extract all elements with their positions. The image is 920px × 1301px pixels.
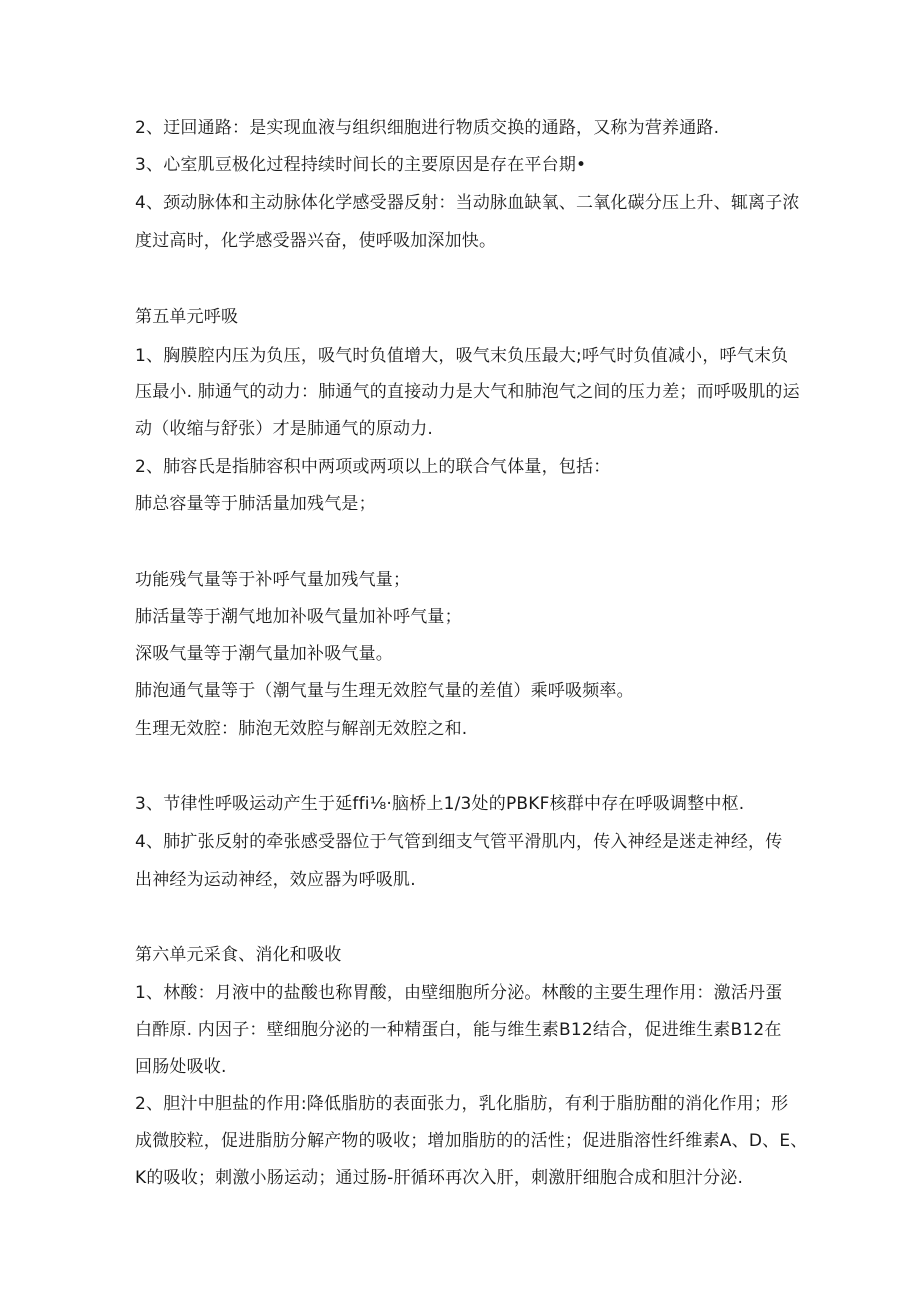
text-line: 2、肺容氏是指肺容积中两项或两项以上的联合气体量，包括：	[135, 457, 611, 477]
text-line: 3、节律性呼吸运动产生于延ffi⅛·脑桥上1/3处的PBKF核群中存在呼吸调整中枢.	[135, 794, 745, 814]
text-line: 肺活量等于潮气地加补吸气量加补呼气量；	[135, 607, 462, 627]
text-line: 肺泡通气量等于（潮气量与生理无效腔气量的差值）乘呼吸频率。	[135, 681, 634, 701]
text-line: 4、肺扩张反射的牵张感受器位于气管到细支气管平滑肌内，传入神经是迷走神经，传	[135, 832, 783, 852]
text-line: 肺总容量等于肺活量加残气是；	[135, 494, 376, 514]
text-line: 压最小. 肺通气的动力：肺通气的直接动力是大气和肺泡气之间的压力差；而呼吸肌的运	[135, 382, 800, 402]
text-line: 2、迂回通路：是实现血液与组织细胞进行物质交换的通路，又称为营养通路.	[135, 118, 720, 138]
text-line: 出神经为运动神经，效应器为呼吸肌.	[135, 870, 416, 890]
text-line: 1、林酸：月液中的盐酸也称胃酸，由壁细胞所分泌。林酸的主要生理作用：激活丹蛋	[135, 983, 783, 1003]
text-line: 动（收缩与舒张）才是肺通气的原动力.	[135, 419, 434, 439]
text-line: 1、胸膜腔内压为负压，吸气时负值增大，吸气末负压最大;呼气时负值减小，呼气末负	[135, 346, 789, 366]
text-line: 3、心室肌豆极化过程持续时间长的主要原因是存在平台期•	[135, 155, 587, 175]
text-line: 4、颈动脉体和主动脉体化学感受器反射：当动脉血缺氧、二氧化碳分压上升、辄离子浓	[135, 193, 800, 213]
text-line: 深吸气量等于潮气量加补吸气量。	[135, 644, 393, 664]
text-line: 成微胶粒，促进脂肪分解产物的吸收；增加脂肪的的活性；促进脂溶性纤维素A、D、E、	[135, 1131, 808, 1151]
text-line: K的吸收；刺激小肠运动；通过肠-肝循环再次入肝，刺激肝细胞合成和胆汁分泌.	[135, 1168, 744, 1188]
text-line: 生理无效腔：肺泡无效腔与解剖无效腔之和.	[135, 719, 468, 739]
text-line: 回肠处吸收.	[135, 1057, 227, 1077]
text-line: 白酢原. 内因子：壁细胞分泌的一种精蛋白，能与维生素B12结合，促进维生素B12在	[135, 1020, 782, 1040]
text-line: 2、胆汁中胆盐的作用:降低脂肪的表面张力，乳化脂肪，有利于脂肪酣的消化作用；形	[135, 1094, 789, 1114]
text-line: 功能残气量等于补呼气量加残气量；	[135, 570, 411, 590]
section-heading: 第六单元采食、消化和吸收	[135, 945, 342, 965]
text-line: 度过高时，化学感受器兴奋，使呼吸加深加快。	[135, 231, 497, 251]
section-heading: 第五单元呼吸	[135, 307, 239, 327]
